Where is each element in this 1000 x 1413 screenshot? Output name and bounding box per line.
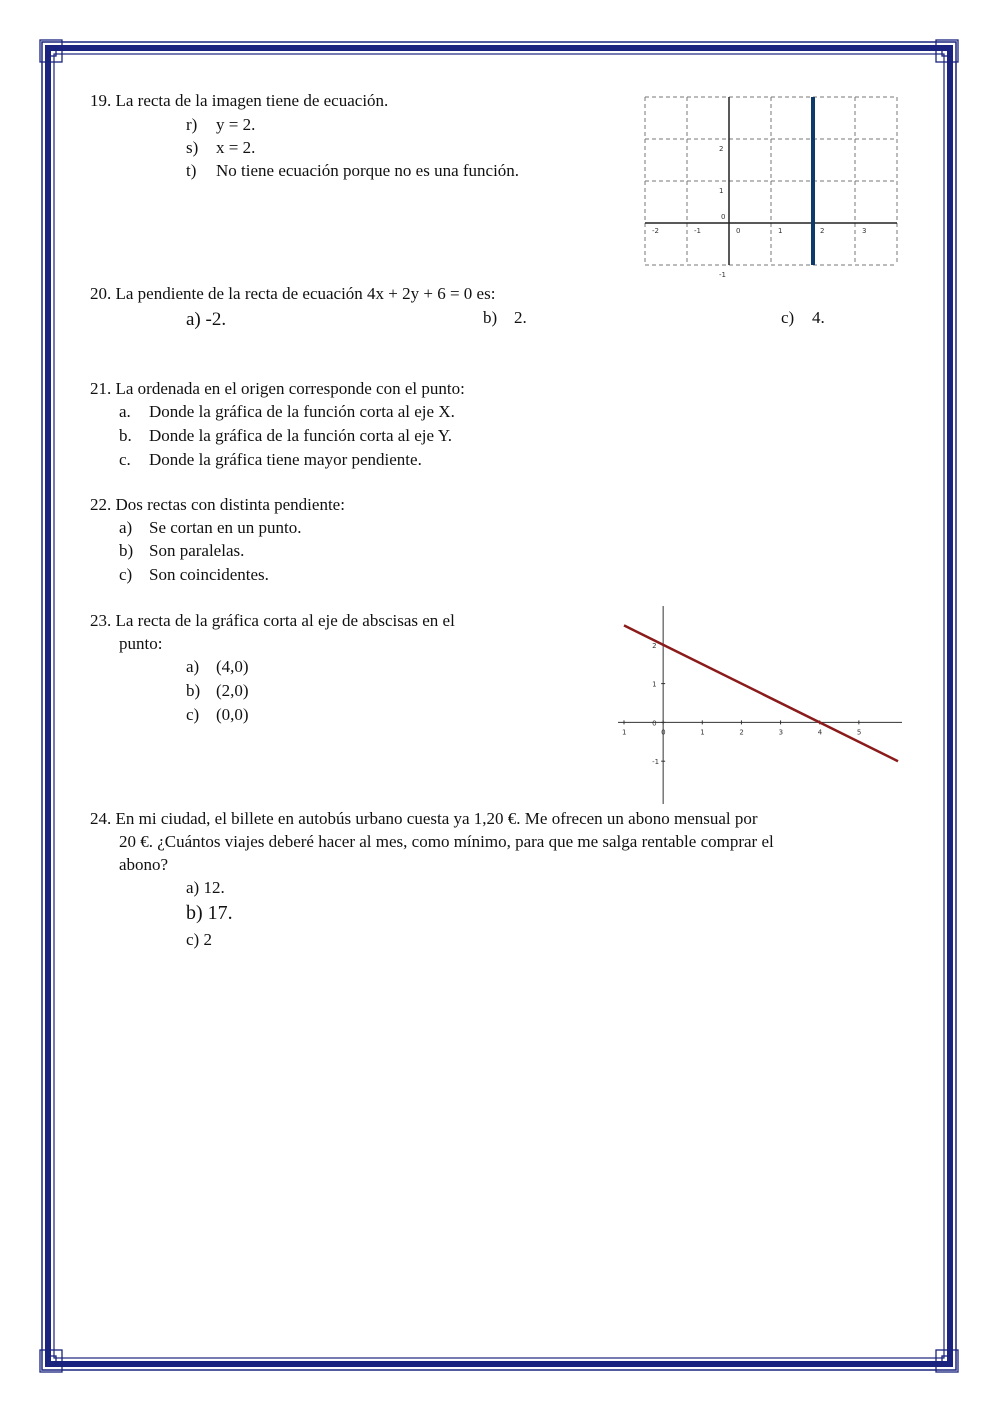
x-tick-label: 3 (778, 728, 784, 737)
x-tick-label: 1 (622, 728, 627, 737)
x-tick-label: 0 (661, 728, 666, 737)
option-label: a) (186, 878, 200, 897)
q19-option-r[interactable] (186, 114, 255, 136)
x-tick-label: -2 (652, 227, 659, 235)
q20-option-c[interactable] (781, 307, 825, 329)
option-text: (4,0) (216, 657, 249, 676)
graph-descending-line (618, 604, 902, 804)
q21-stem: 21. La ordenada en el origen corresponde con el punto: (90, 379, 465, 398)
x-tick-label: 5 (856, 728, 862, 737)
grid (645, 97, 897, 265)
option-label: b. (119, 426, 132, 445)
option-text: 12. (203, 878, 225, 897)
q22-option-a[interactable] (119, 517, 302, 539)
q24-option-a[interactable] (186, 877, 225, 899)
option-text: 2 (203, 930, 212, 949)
option-label: b) (186, 902, 203, 924)
x-tick-label: 2 (739, 728, 744, 737)
option-text: (2,0) (216, 681, 249, 700)
option-label: c) (186, 705, 200, 724)
x-tick-label: 0 (736, 227, 741, 235)
q20-option-a[interactable] (186, 309, 226, 331)
option-label: a. (119, 402, 131, 421)
option-text: Donde la gráfica de la función corta al eje X. (149, 402, 455, 421)
q19-option-t[interactable] (186, 160, 519, 182)
q23-option-b[interactable] (186, 680, 249, 702)
option-text: Se cortan en un punto. (149, 518, 302, 537)
q23-option-a[interactable] (186, 656, 249, 678)
option-label: t) (186, 161, 197, 180)
q22-option-c[interactable] (119, 564, 269, 586)
q23-stem-line2: punto: (119, 634, 163, 653)
y-tick-label: 1 (652, 680, 657, 689)
option-text: Donde la gráfica de la función corta al eje Y. (149, 426, 453, 445)
y-tick-label: 1 (719, 187, 724, 195)
tick-labels (622, 642, 861, 766)
q21-option-b[interactable] (119, 425, 452, 447)
y-tick-label: 2 (719, 145, 724, 153)
q19-option-s[interactable] (186, 137, 255, 159)
option-label: a) (186, 657, 200, 676)
q24-option-c[interactable] (186, 929, 212, 951)
x-tick-label: 1 (778, 227, 783, 235)
option-label: c) (186, 930, 200, 949)
option-label: r) (186, 115, 198, 134)
option-label: b) (119, 541, 134, 560)
x-tick-label: -1 (694, 227, 701, 235)
q23-option-c[interactable] (186, 704, 249, 726)
option-label: c. (119, 450, 131, 469)
series-line-descending (624, 625, 898, 761)
option-label: c) (119, 565, 133, 584)
option-text: No tiene ecuación porque no es una función. (216, 161, 520, 180)
y-tick-label: -1 (652, 758, 660, 767)
x-tick-label: 1 (700, 728, 705, 737)
tick-labels (652, 145, 866, 279)
option-text: x = 2. (216, 138, 256, 157)
q20-option-b[interactable] (483, 307, 527, 329)
option-text: Son coincidentes. (149, 565, 269, 584)
option-label: b) (483, 308, 498, 327)
option-text: 17. (207, 902, 233, 924)
q19-stem: 19. La recta de la imagen tiene de ecuación. (90, 91, 389, 110)
q23-stem-line1: 23. La recta de la gráfica corta al eje de abscisas en el (90, 611, 455, 630)
option-label: s) (186, 138, 199, 157)
q24-stem-line3: abono? (119, 855, 169, 874)
q24-option-b[interactable] (186, 902, 233, 924)
option-text: 2. (514, 308, 527, 327)
y-tick-label: 0 (721, 213, 726, 221)
option-text: Son paralelas. (149, 541, 245, 560)
option-text: 4. (812, 308, 825, 327)
x-tick-label: 2 (820, 227, 825, 235)
option-text: (0,0) (216, 705, 249, 724)
series (624, 625, 898, 761)
axes (618, 606, 902, 804)
option-label: a) (186, 309, 201, 330)
option-text: y = 2. (216, 115, 256, 134)
y-tick-label: 0 (652, 719, 657, 728)
option-label: c) (781, 308, 795, 327)
option-label: b) (186, 681, 201, 700)
q22-stem: 22. Dos rectas con distinta pendiente: (90, 495, 345, 514)
x-tick-label: 3 (862, 227, 867, 235)
option-text: Donde la gráfica tiene mayor pendiente. (149, 450, 422, 469)
q22-option-b[interactable] (119, 540, 244, 562)
graph-vertical-line (640, 92, 902, 279)
q21-option-c[interactable] (119, 449, 422, 471)
q24-stem-line1: 24. En mi ciudad, el billete en autobús urbano cuesta ya 1,20 €. Me ofrecen un abono mensual por (90, 809, 758, 828)
q21-option-a[interactable] (119, 401, 455, 423)
q20-stem: 20. La pendiente de la recta de ecuación 4x + 2y + 6 = 0 es: (90, 284, 496, 303)
y-tick-label: 2 (652, 641, 657, 650)
option-label: a) (119, 518, 133, 537)
x-tick-label: 4 (817, 728, 823, 737)
y-tick-label: -1 (719, 271, 726, 279)
option-text: -2. (205, 309, 227, 330)
q24-stem-line2: 20 €. ¿Cuántos viajes deberé hacer al mes, como mínimo, para que me salga rentable comprar el (119, 832, 774, 851)
